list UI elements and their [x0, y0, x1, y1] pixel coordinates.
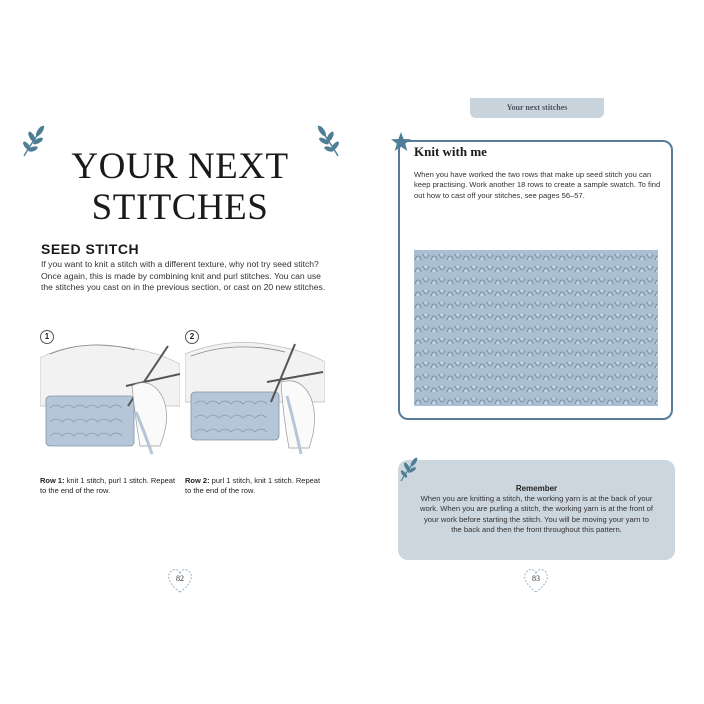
knit-box-title: Knit with me	[414, 144, 487, 159]
seed-stitch-swatch	[414, 250, 658, 406]
page-number	[519, 565, 553, 595]
row-instruction: purl 1 stitch, knit 1 stitch. Repeat to the end of the row.	[185, 476, 321, 495]
page-number	[163, 565, 197, 595]
title-line: STITCHES	[91, 187, 269, 228]
step-1-caption	[40, 476, 180, 496]
section-heading: SEED STITCH	[41, 241, 140, 257]
page-title	[40, 146, 320, 228]
row-label: Row 1:	[40, 476, 65, 485]
leaf-sprig-icon	[397, 455, 421, 483]
chapter-tab: Your next stitches	[470, 98, 604, 118]
row-label: Row 2:	[185, 476, 210, 485]
star-icon	[390, 131, 412, 153]
page-number-text: 82	[176, 574, 184, 583]
step-number: 2	[185, 330, 199, 344]
remember-title: Remember	[515, 484, 558, 493]
step-2-illustration	[185, 336, 325, 456]
remember-panel	[398, 460, 675, 560]
intro-paragraph: If you want to knit a stitch with a different texture, why not try seed stitch? Once again, this is made by combining knit and purl stitches. You can use the stitches you cast on in the previous section, or cast on 20 new stitches.	[41, 259, 326, 292]
step-1-illustration	[40, 336, 180, 456]
row-instruction: knit 1 stitch, purl 1 stitch. Repeat to the end of the row.	[40, 476, 176, 495]
step-number: 1	[40, 330, 54, 344]
title-line: YOUR NEXT	[71, 146, 289, 187]
knit-box-body: When you have worked the two rows that make up seed stitch you can keep practising. Work another 18 rows to create a sample swatch. To find out how to cast off your stitches, see pages 56–57.	[414, 170, 661, 200]
page-number-text: 83	[532, 574, 540, 583]
step-2-caption	[185, 476, 325, 496]
remember-body: When you are knitting a stitch, the working yarn is at the back of your work. When you are purling a stitch, the working yarn is at the front of your work before starting the stitch. You will be moving your yarn to the back and then the front throughout this pattern.	[420, 494, 653, 534]
